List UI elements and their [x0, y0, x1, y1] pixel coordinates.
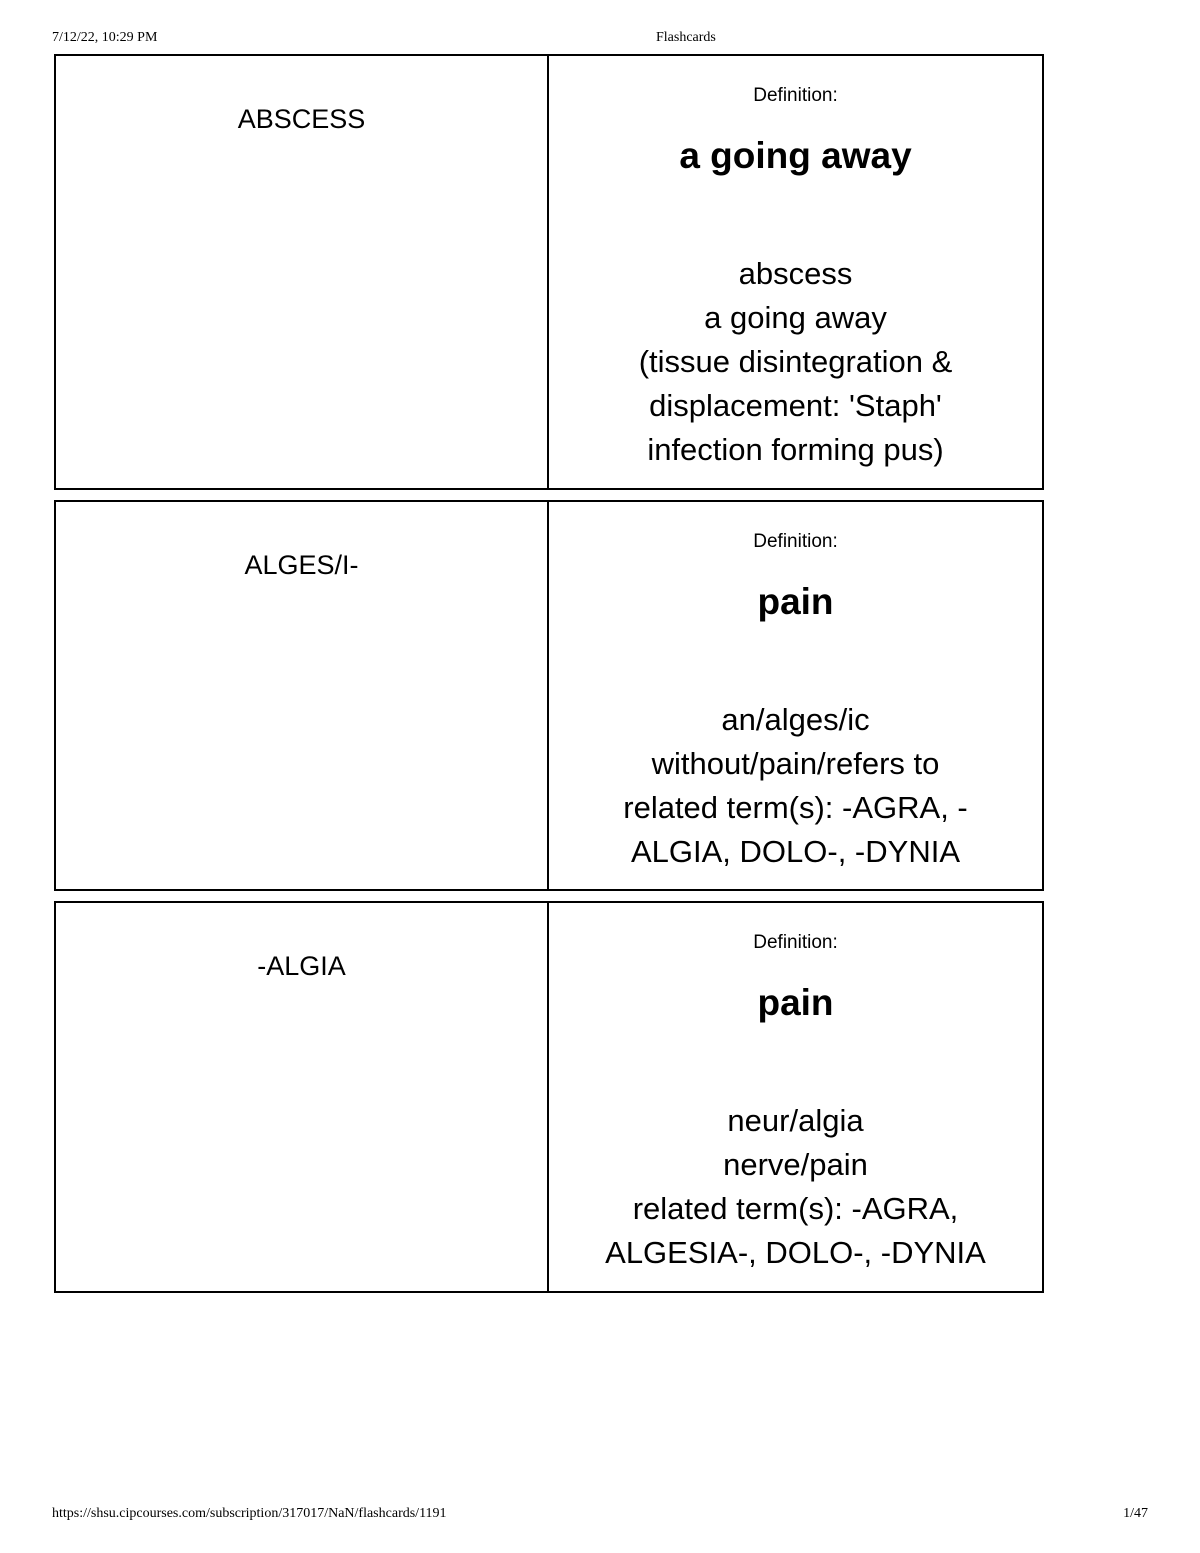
card-definition-side [549, 56, 1042, 488]
card-term-side [56, 903, 549, 1291]
page-number: 1/47 [1123, 1506, 1148, 1521]
print-title: Flashcards [656, 30, 716, 45]
detail-line: an/alges/ic [721, 702, 870, 737]
print-footer [52, 1506, 1148, 1524]
card-term-side [56, 56, 549, 488]
detail-line: displacement: 'Staph' [649, 388, 942, 423]
definition-label: Definition: [753, 932, 838, 953]
print-url: https://shsu.cipcourses.com/subscription/317017/NaN/flashcards/1191 [52, 1506, 447, 1521]
definition-text: a going away [679, 135, 912, 176]
card-term: ALGES/I- [244, 550, 359, 580]
flashcard [54, 901, 1044, 1293]
definition-text: pain [757, 982, 834, 1023]
definition-details [549, 698, 1042, 874]
detail-line: infection forming pus) [647, 432, 944, 467]
print-datetime: 7/12/22, 10:29 PM [52, 30, 158, 45]
detail-line: neur/algia [727, 1103, 864, 1138]
detail-line: related term(s): -AGRA, [632, 1191, 959, 1226]
card-term: -ALGIA [257, 951, 346, 981]
detail-line: related term(s): -AGRA, - [623, 790, 968, 825]
detail-line: (tissue disintegration & [638, 344, 953, 379]
detail-line: without/pain/refers to [651, 746, 940, 781]
definition-label: Definition: [753, 85, 838, 106]
card-definition-side [549, 903, 1042, 1291]
definition-details [549, 252, 1042, 472]
detail-line: nerve/pain [723, 1147, 868, 1182]
definition-text: pain [757, 581, 834, 622]
flashcard [54, 54, 1044, 490]
detail-line: a going away [704, 300, 887, 335]
definition-label: Definition: [753, 531, 838, 552]
flashcard [54, 500, 1044, 891]
detail-line: ALGIA, DOLO-, -DYNIA [630, 834, 960, 869]
card-term-side [56, 502, 549, 889]
detail-line: ALGESIA-, DOLO-, -DYNIA [605, 1235, 986, 1270]
print-header [52, 30, 1148, 48]
detail-line: abscess [738, 256, 853, 291]
card-definition-side [549, 502, 1042, 889]
definition-details [549, 1099, 1042, 1275]
card-term: ABSCESS [237, 104, 366, 134]
